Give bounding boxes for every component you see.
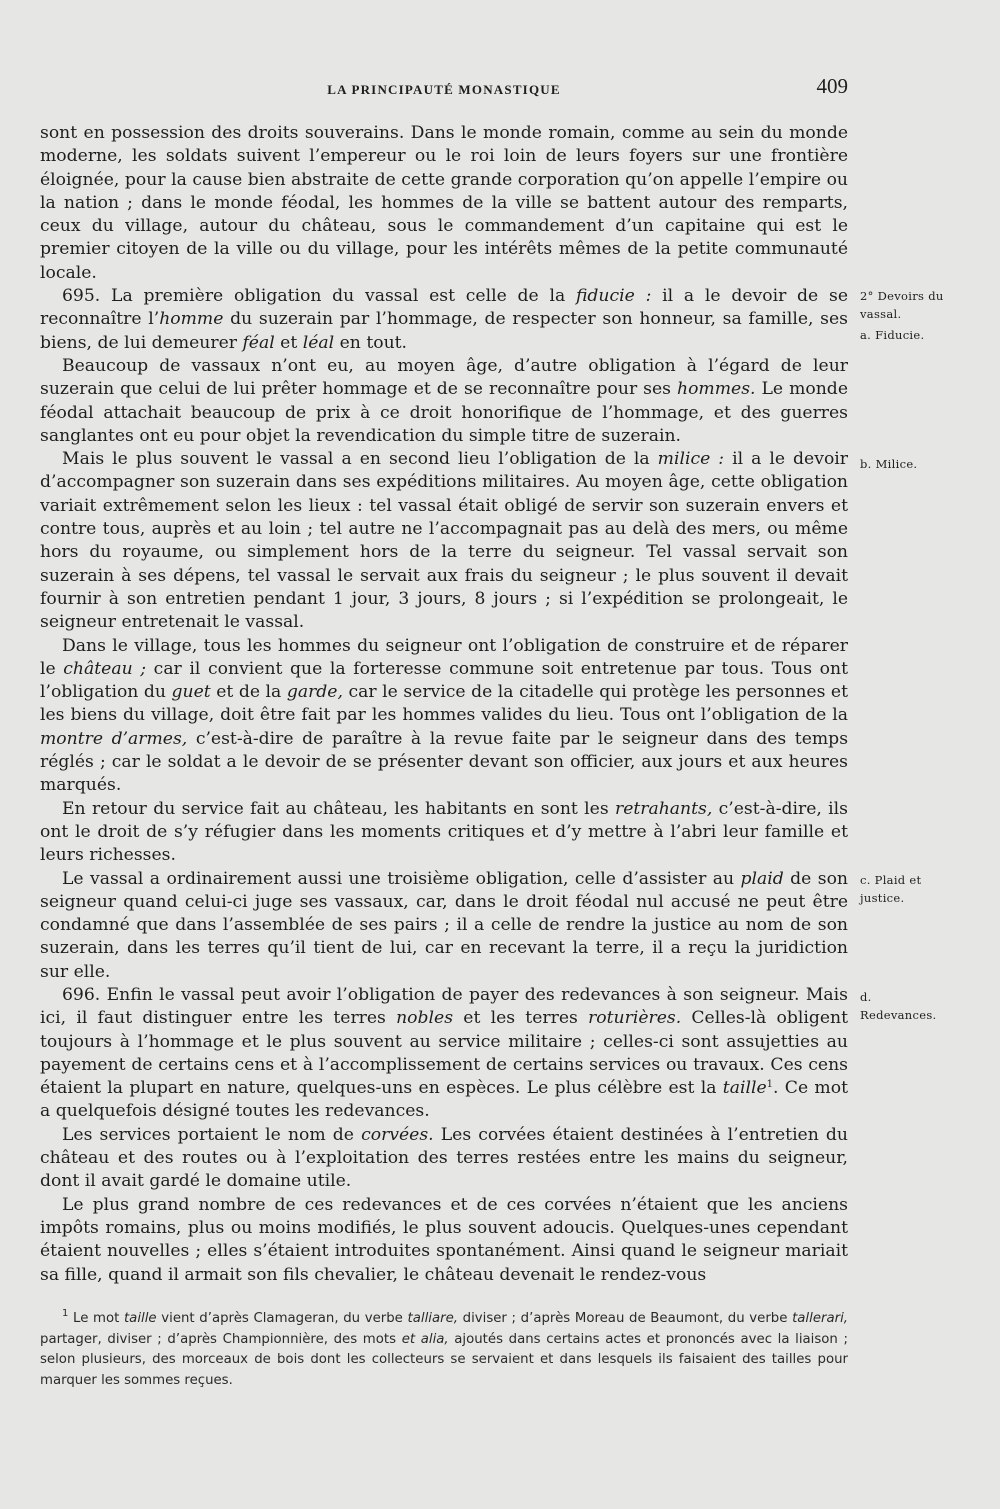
text-run: de son seigneur quand celui-ci juge ses vassaux, car, dans le droit féodal nul accusé ne peut être condamné que dans l’assemblée de ses pairs ; il a celle de rendre la justice au nom de son suzerain, dans les terres qu’il tient de lui, car en recevant la terre, il a reçu la juridiction sur elle. — [40, 868, 848, 982]
body-text — [40, 122, 848, 1287]
margin-note-redevances: d. Redevances. — [860, 990, 937, 1022]
text-run: et — [274, 332, 303, 353]
italic-term: guet — [171, 682, 211, 703]
text-run: du suzerain par l’hommage, de respecter son honneur, sa famille, ses biens, de lui demeurer — [40, 309, 848, 353]
footnote-ref: 1 — [766, 1079, 773, 1091]
text-run: Le mot — [68, 1311, 124, 1326]
italic-term: nobles — [396, 1008, 454, 1029]
page-header — [40, 74, 848, 104]
text-run: il a le devoir d’accompagner son suzerain dans ses expéditions militaires. Au moyen âge, cette obligation variait extrêmement selon les lieux : tel vassal était obligé de servir son suzerain envers et contre tous, auprès et au loin ; tel autre ne l’accompagnait pas au delà des mers, ou même hors du royaume, ou simplement hors de la terre du seigneur. Tel vassal servait son suzerain à ses dépens, tel vassal le servait aux frais du seigneur ; le plus souvent il devait fournir à son entretien pendant 1 jour, 3 jours, 8 jours ; si l’expédition se prolongeait, le seigneur entretenait le vassal. — [40, 449, 848, 633]
italic-term: fiducie : — [575, 286, 652, 307]
text-run: et de la — [210, 682, 287, 703]
paragraph-9 — [40, 1124, 848, 1194]
text-run: en tout. — [334, 332, 408, 353]
italic-term: talliare, — [407, 1311, 458, 1326]
paragraph-10: Le plus grand nombre de ces redevances et de ces corvées n’étaient que les anciens impôts romains, plus ou moins modifiés, le plus souvent adoucis. Quelques-unes cependant étaient nouvelles ; elles s’étaient introduites spontanément. Ainsi quand le seigneur mariait sa fille, quand il armait son fils chevalier, le château devenait le rendez-vous — [40, 1194, 848, 1285]
text-run: et les terres — [453, 1008, 589, 1029]
text-run: Celles-là obligent toujours à l’hommage et le plus souvent au service militaire ; celles-ci sont assujetties au payement de certains cens et à l’accomplissement de certains services ou travaux. Ces cens étaient la plupart en nature, quelques-uns en espèces. Le plus célèbre est la — [40, 1008, 849, 1099]
paragraph-6 — [40, 798, 848, 868]
margin-note-fiducie: a. Fiducie. — [860, 328, 925, 342]
text-run: 695. La première obligation du vassal est celle de la — [62, 286, 576, 307]
text-run: car il convient que la forteresse commune soit entretenue par tous. Tous ont l’obligation du — [40, 658, 848, 703]
italic-term: plaid — [740, 868, 784, 889]
paragraph-4 — [40, 448, 848, 634]
margin-note-milice: b. Milice. — [860, 457, 918, 471]
text-run: c’est-à-dire, ils ont le droit de s’y réfugier dans les moments critiques et d’y mettre à l’abri leur famille et leurs richesses. — [40, 798, 848, 866]
text-run: ajoutés dans certains actes et prononcés avec la liaison ; selon plusieurs, des morceaux de bois dont les collecteurs se servaient et dans lesquels ils faisaient des tailles pour marquer les sommes reçues. — [40, 1331, 848, 1388]
paragraph-696 — [40, 984, 848, 1124]
italic-term: retrahants, — [614, 798, 713, 819]
page-number: 409 — [816, 74, 848, 98]
text-run: partager, diviser ; d’après Championnière, des mots — [40, 1331, 402, 1347]
text-run: Le vassal a ordinairement aussi une troisième obligation, celle d’assister au — [62, 868, 741, 889]
italic-term: taille — [123, 1311, 157, 1326]
footnote-1 — [40, 1309, 848, 1391]
footnote-number: 1 — [62, 1308, 69, 1319]
text-run: 696. Enfin le vassal peut avoir l’obligation de payer des redevances à son seigneur. Mais ici, il faut distinguer entre les terres — [40, 984, 848, 1029]
italic-term: corvées. — [361, 1124, 434, 1145]
italic-term: léal — [302, 332, 335, 353]
text-run: car le service de la citadelle qui protège les personnes et les biens du village, doit être fait par les hommes valides du lieu. Tous ont l’obligation de la — [40, 682, 849, 726]
paragraph-1: sont en possession des droits souverains. Dans le monde romain, comme au sein du monde moderne, les soldats suivent l’empereur ou le roi loin de leurs foyers sur une frontière éloignée, pour la cause bien abstraite de cette grande corporation qu’on appelle l’empire ou la nation ; dans le monde féodal, les hommes de la ville se battent autour des remparts, ceux du village, autour du château, sous le commandement d’un capitaine qui est le premier citoyen de la ville ou du village, pour les intérêts mêmes de la petite communauté locale. — [40, 123, 848, 283]
paragraph-695 — [40, 285, 848, 355]
italic-term: garde, — [286, 682, 343, 703]
paragraph-7 — [40, 868, 848, 984]
italic-term: roturières. — [588, 1008, 682, 1029]
text-run: En retour du service fait au château, les habitants en sont les — [62, 798, 615, 819]
text-run: diviser ; d’après Moreau de Beaumont, du verbe — [457, 1311, 793, 1326]
text-run: c’est-à-dire de paraître à la revue faite par le seigneur dans des temps réglés ; car le soldat a le devoir de se présenter devant son officier, aux jours et aux heures marqués. — [40, 728, 849, 796]
italic-term: montre d’armes, — [40, 728, 188, 749]
italic-term: et alia, — [401, 1331, 449, 1347]
margin-note-devoirs: 2° Devoirs du vassal. — [860, 289, 944, 321]
text-run: . Ce mot a quelquefois désigné toutes les redevances. — [40, 1078, 848, 1122]
italic-term: hommes. — [677, 379, 756, 400]
text-run: Le monde féodal attachait beaucoup de prix à ce droit honorifique de l’hommage, et des guerres sanglantes ont eu pour objet la revendication du simple titre de suzerain. — [40, 379, 848, 446]
paragraph-3 — [40, 355, 848, 448]
italic-term: tallerari, — [792, 1311, 848, 1326]
text-run: Les services portaient le nom de — [62, 1124, 362, 1145]
italic-term: château ; — [63, 658, 147, 679]
italic-term: taille — [722, 1078, 767, 1099]
text-run: Beaucoup de vassaux n’ont eu, au moyen âge, d’autre obligation à l’égard de leur suzerain que celui de lui prêter hommage et de se reconnaître pour ses — [40, 355, 848, 400]
text-run: il a le devoir de se reconnaître l’ — [40, 286, 848, 330]
text-run: vient d’après Clamageran, du verbe — [156, 1311, 408, 1326]
text-run: Les corvées étaient destinées à l’entretien du château et des routes ou à l’exploitation des terres restées entre les mains du seigneur, dont il avait gardé le domaine utile. — [40, 1124, 848, 1192]
margin-note-plaid: c. Plaid et justice. — [860, 873, 922, 905]
text-run: Mais le plus souvent le vassal a en second lieu l’obligation de la — [62, 449, 658, 470]
footnotes — [40, 1309, 848, 1391]
italic-term: homme — [159, 309, 224, 330]
italic-term: féal — [242, 332, 275, 353]
running-head: LA PRINCIPAUTÉ MONASTIQUE — [327, 82, 561, 97]
italic-term: milice : — [657, 449, 725, 470]
paragraph-5 — [40, 635, 848, 798]
text-run: Dans le village, tous les hommes du seigneur ont l’obligation de construire et de réparer le — [40, 635, 848, 679]
